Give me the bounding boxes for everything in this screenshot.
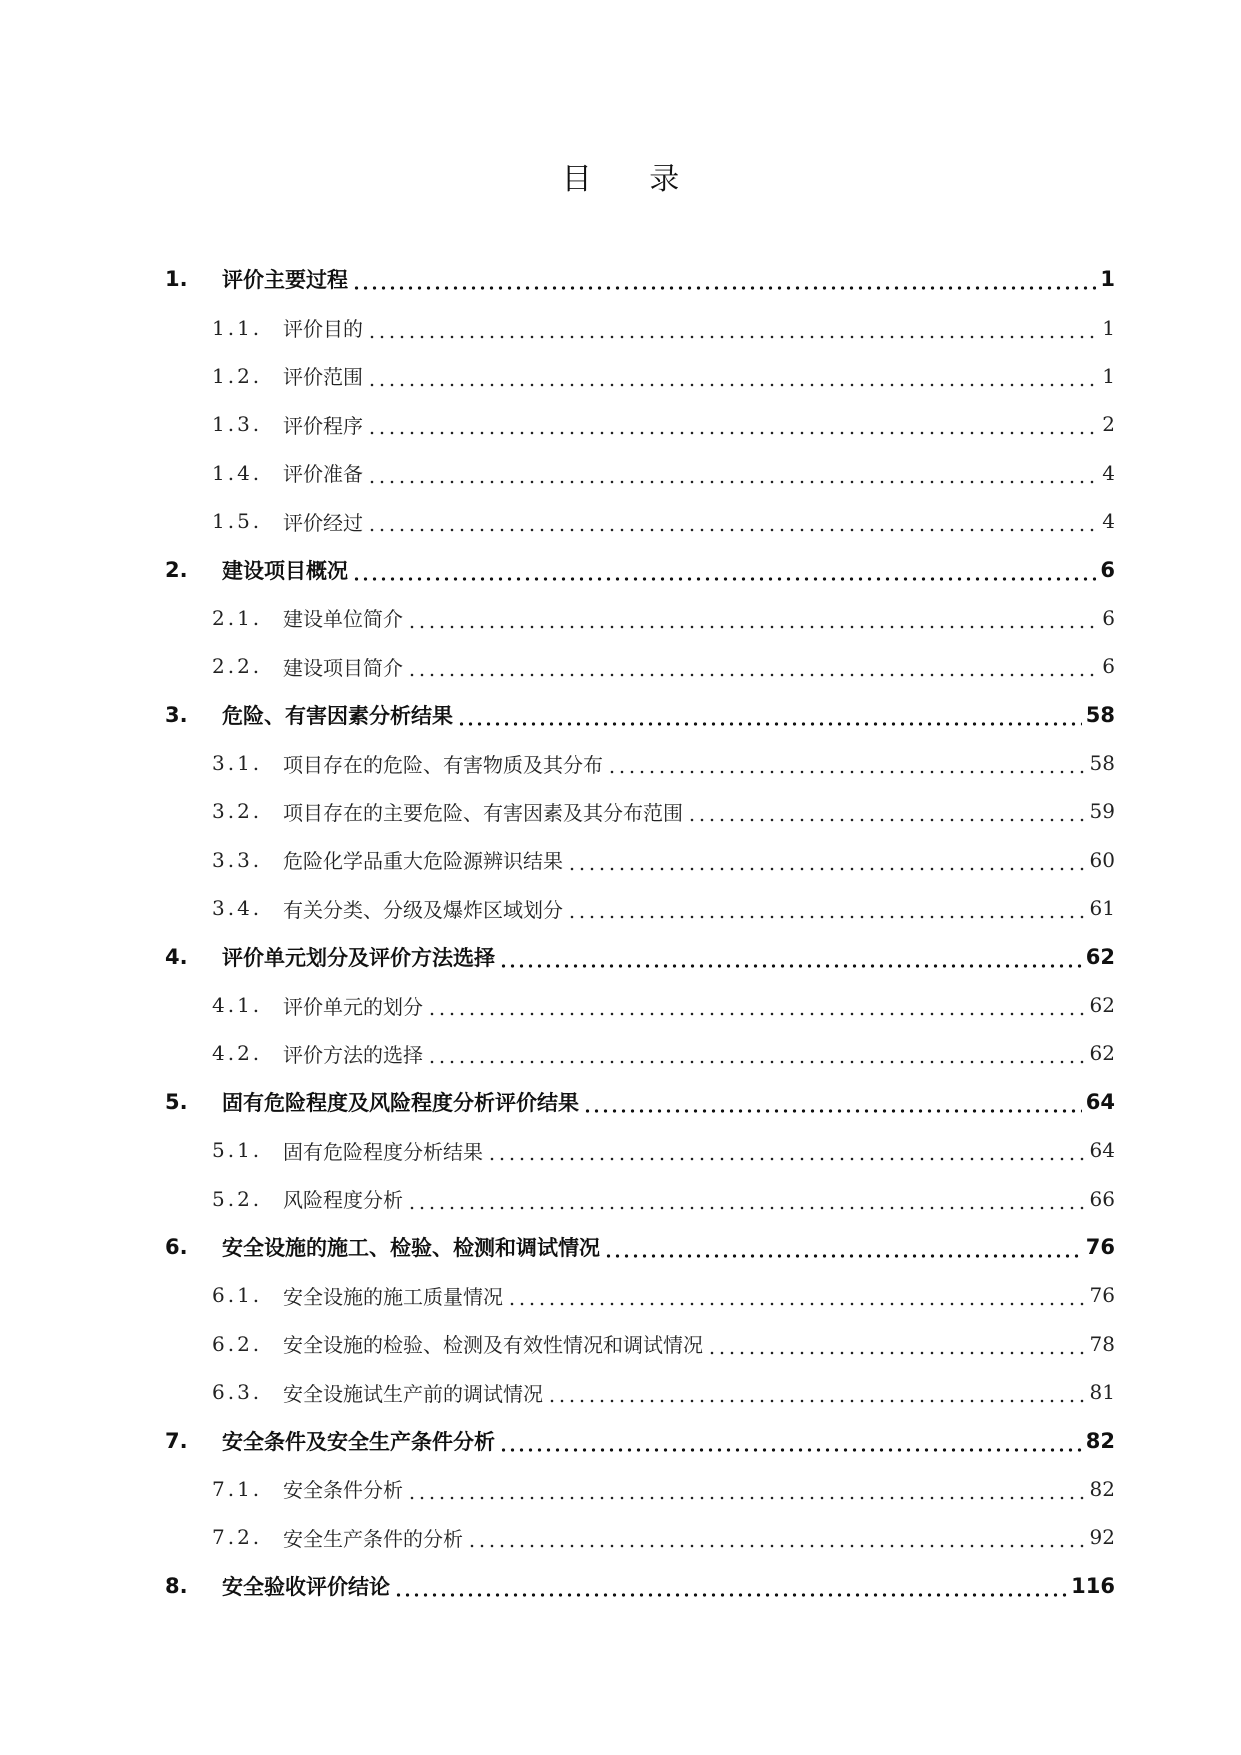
toc-entry-title: 建设项目简介 (283, 655, 403, 680)
dot-leader (457, 722, 1082, 726)
toc-entry-title: 固有危险程度及风险程度分析评价结果 (222, 1090, 579, 1115)
toc-entry-number: 3. (165, 702, 188, 727)
toc-entry-page-number: 76 (1085, 1235, 1115, 1259)
toc-entry-number: 5.2. (212, 1186, 263, 1211)
dot-leader (367, 335, 1098, 339)
dot-leader (394, 1593, 1067, 1597)
toc-section-row[interactable] (165, 594, 1115, 642)
toc-entry-title: 评价单元划分及评价方法选择 (222, 945, 495, 970)
toc-section-row[interactable] (165, 1320, 1115, 1368)
toc-chapter-row[interactable] (165, 545, 1115, 593)
dot-leader (407, 673, 1098, 677)
toc-section-row[interactable] (165, 497, 1115, 545)
dot-leader (687, 818, 1086, 822)
toc-entry-title: 项目存在的主要危险、有害因素及其分布范围 (283, 800, 683, 825)
dot-leader (547, 1399, 1086, 1403)
toc-entry-page-number: 6 (1100, 557, 1115, 582)
toc-section-row[interactable] (165, 836, 1115, 884)
toc-entry-number: 1.1. (212, 315, 263, 340)
dot-leader (352, 577, 1096, 581)
toc-entry-title: 安全条件分析 (283, 1478, 403, 1503)
toc-chapter-row[interactable] (165, 1562, 1115, 1610)
toc-entry-number: 3.2. (212, 799, 263, 824)
toc-entry-page-number: 59 (1089, 799, 1115, 824)
toc-section-row[interactable] (165, 1271, 1115, 1319)
dot-leader (407, 1206, 1086, 1210)
toc-entry-title: 评价单元的划分 (283, 994, 423, 1019)
toc-entry-page-number: 4 (1102, 460, 1115, 485)
toc-entry-title: 评价方法的选择 (283, 1042, 423, 1067)
toc-entry-number: 4.2. (212, 1041, 263, 1066)
toc-entry-title: 评价程序 (283, 413, 363, 438)
dot-leader (467, 1544, 1086, 1548)
toc-entry-number: 6.1. (212, 1283, 263, 1308)
dot-leader (427, 1012, 1086, 1016)
toc-entry-page-number: 2 (1102, 412, 1115, 437)
toc-entry-page-number: 78 (1089, 1331, 1115, 1356)
toc-entry-title: 安全验收评价结论 (222, 1574, 390, 1599)
toc-entry-title: 评价范围 (283, 365, 363, 390)
toc-section-row[interactable] (165, 1029, 1115, 1077)
toc-entry-number: 2.2. (212, 654, 263, 679)
dot-leader (707, 1351, 1086, 1355)
toc-entry-number: 7.1. (212, 1476, 263, 1501)
toc-entry-number: 1.2. (212, 363, 263, 388)
toc-entry-number: 1.5. (212, 509, 263, 534)
toc-section-row[interactable] (165, 1513, 1115, 1561)
dot-leader (487, 1157, 1086, 1161)
toc-section-row[interactable] (165, 981, 1115, 1029)
toc-section-row[interactable] (165, 884, 1115, 932)
toc-entry-title: 安全生产条件的分析 (283, 1526, 463, 1551)
toc-entry-page-number: 64 (1089, 1138, 1115, 1163)
toc-entry-number: 3.4. (212, 896, 263, 921)
toc-entry-page-number: 6 (1102, 605, 1115, 630)
toc-entry-page-number: 66 (1089, 1186, 1115, 1211)
toc-entry-page-number: 62 (1089, 1041, 1115, 1066)
toc-entry-number: 4.1. (212, 993, 263, 1018)
toc-title: 目 录 (561, 162, 704, 197)
dot-leader (367, 480, 1098, 484)
toc-entry-title: 项目存在的危险、有害物质及其分布 (283, 752, 603, 777)
toc-entry-page-number: 61 (1089, 896, 1115, 921)
toc-entry-number: 5. (165, 1089, 188, 1114)
toc-entry-page-number: 116 (1071, 1573, 1115, 1598)
dot-leader (367, 383, 1098, 387)
toc-entry-page-number: 58 (1089, 751, 1115, 776)
toc-entry-title: 安全设施试生产前的调试情况 (283, 1381, 543, 1406)
toc-entry-title: 安全设施的检验、检测及有效性情况和调试情况 (283, 1333, 703, 1358)
toc-entry-number: 8. (165, 1573, 188, 1598)
toc-entry-number: 6.3. (212, 1380, 263, 1405)
toc-section-row[interactable] (165, 642, 1115, 690)
dot-leader (604, 1254, 1082, 1258)
toc-entry-title: 评价目的 (283, 317, 363, 342)
toc-entry-title: 安全设施的施工、检验、检测和调试情况 (222, 1236, 600, 1260)
dot-leader (607, 770, 1086, 774)
toc-entry-page-number: 92 (1089, 1525, 1115, 1550)
dot-leader (567, 915, 1086, 919)
toc-entry-number: 6.2. (212, 1331, 263, 1356)
toc-entry-title: 评价主要过程 (222, 268, 348, 293)
toc-entry-title: 评价准备 (283, 462, 363, 487)
toc-chapter-row[interactable] (165, 932, 1115, 980)
toc-chapter-row[interactable] (165, 1223, 1115, 1271)
toc-section-row[interactable] (165, 739, 1115, 787)
dot-leader (367, 528, 1098, 532)
toc-entry-number: 2.1. (212, 605, 263, 630)
dot-leader (407, 1496, 1086, 1500)
toc-entry-page-number: 76 (1089, 1283, 1115, 1308)
dot-leader (407, 625, 1098, 629)
toc-entry-title: 风险程度分析 (283, 1188, 403, 1213)
dot-leader (507, 1302, 1086, 1306)
toc-entry-title: 安全设施的施工质量情况 (283, 1284, 503, 1309)
toc-entry-title: 危险、有害因素分析结果 (222, 703, 453, 728)
toc-section-row[interactable] (165, 1126, 1115, 1174)
toc-entry-page-number: 58 (1085, 702, 1115, 727)
toc-entry-number: 5.1. (212, 1138, 263, 1163)
toc-list (165, 255, 1115, 1610)
toc-chapter-row[interactable] (165, 1416, 1115, 1464)
dot-leader (352, 286, 1096, 290)
toc-entry-number: 1.3. (212, 412, 263, 437)
toc-entry-page-number: 82 (1085, 1428, 1115, 1453)
toc-section-row[interactable] (165, 400, 1115, 448)
toc-entry-title: 建设项目概况 (222, 558, 348, 583)
toc-entry-number: 1.4. (212, 460, 263, 485)
toc-entry-number: 7. (165, 1428, 188, 1453)
toc-entry-title: 评价经过 (283, 510, 363, 535)
toc-entry-number: 3.3. (212, 847, 263, 872)
toc-entry-number: 6. (165, 1235, 188, 1259)
toc-entry-title: 有关分类、分级及爆炸区域划分 (283, 897, 563, 922)
toc-entry-page-number: 1 (1102, 315, 1115, 340)
toc-section-row[interactable] (165, 787, 1115, 835)
toc-entry-page-number: 60 (1089, 847, 1115, 872)
toc-entry-page-number: 4 (1102, 509, 1115, 534)
toc-chapter-row[interactable] (165, 255, 1115, 303)
toc-entry-title: 建设单位简介 (283, 607, 403, 632)
toc-entry-number: 7.2. (212, 1525, 263, 1550)
toc-entry-page-number: 1 (1100, 267, 1115, 292)
toc-entry-page-number: 6 (1102, 654, 1115, 679)
toc-entry-title: 安全条件及安全生产条件分析 (222, 1429, 495, 1454)
dot-leader (427, 1060, 1086, 1064)
toc-section-row[interactable] (165, 1465, 1115, 1513)
toc-entry-number: 4. (165, 944, 188, 969)
toc-entry-number: 2. (165, 557, 188, 582)
toc-entry-number: 3.1. (212, 751, 263, 776)
dot-leader (367, 431, 1098, 435)
dot-leader (499, 964, 1082, 968)
dot-leader (499, 1448, 1082, 1452)
dot-leader (583, 1109, 1082, 1113)
toc-chapter-row[interactable] (165, 1078, 1115, 1126)
toc-entry-page-number: 64 (1085, 1089, 1115, 1114)
dot-leader (567, 867, 1086, 871)
toc-section-row[interactable] (165, 449, 1115, 497)
toc-section-row[interactable] (165, 303, 1115, 351)
toc-entry-number: 1. (165, 267, 188, 292)
toc-section-row[interactable] (165, 1368, 1115, 1416)
toc-entry-page-number: 62 (1089, 993, 1115, 1018)
toc-section-row[interactable] (165, 352, 1115, 400)
toc-entry-page-number: 82 (1089, 1476, 1115, 1501)
toc-entry-page-number: 62 (1085, 944, 1115, 969)
toc-entry-page-number: 81 (1089, 1380, 1115, 1405)
toc-section-row[interactable] (165, 1174, 1115, 1222)
toc-chapter-row[interactable] (165, 691, 1115, 739)
toc-entry-title: 危险化学品重大危险源辨识结果 (283, 849, 563, 874)
toc-entry-page-number: 1 (1102, 363, 1115, 388)
toc-entry-title: 固有危险程度分析结果 (283, 1139, 483, 1164)
